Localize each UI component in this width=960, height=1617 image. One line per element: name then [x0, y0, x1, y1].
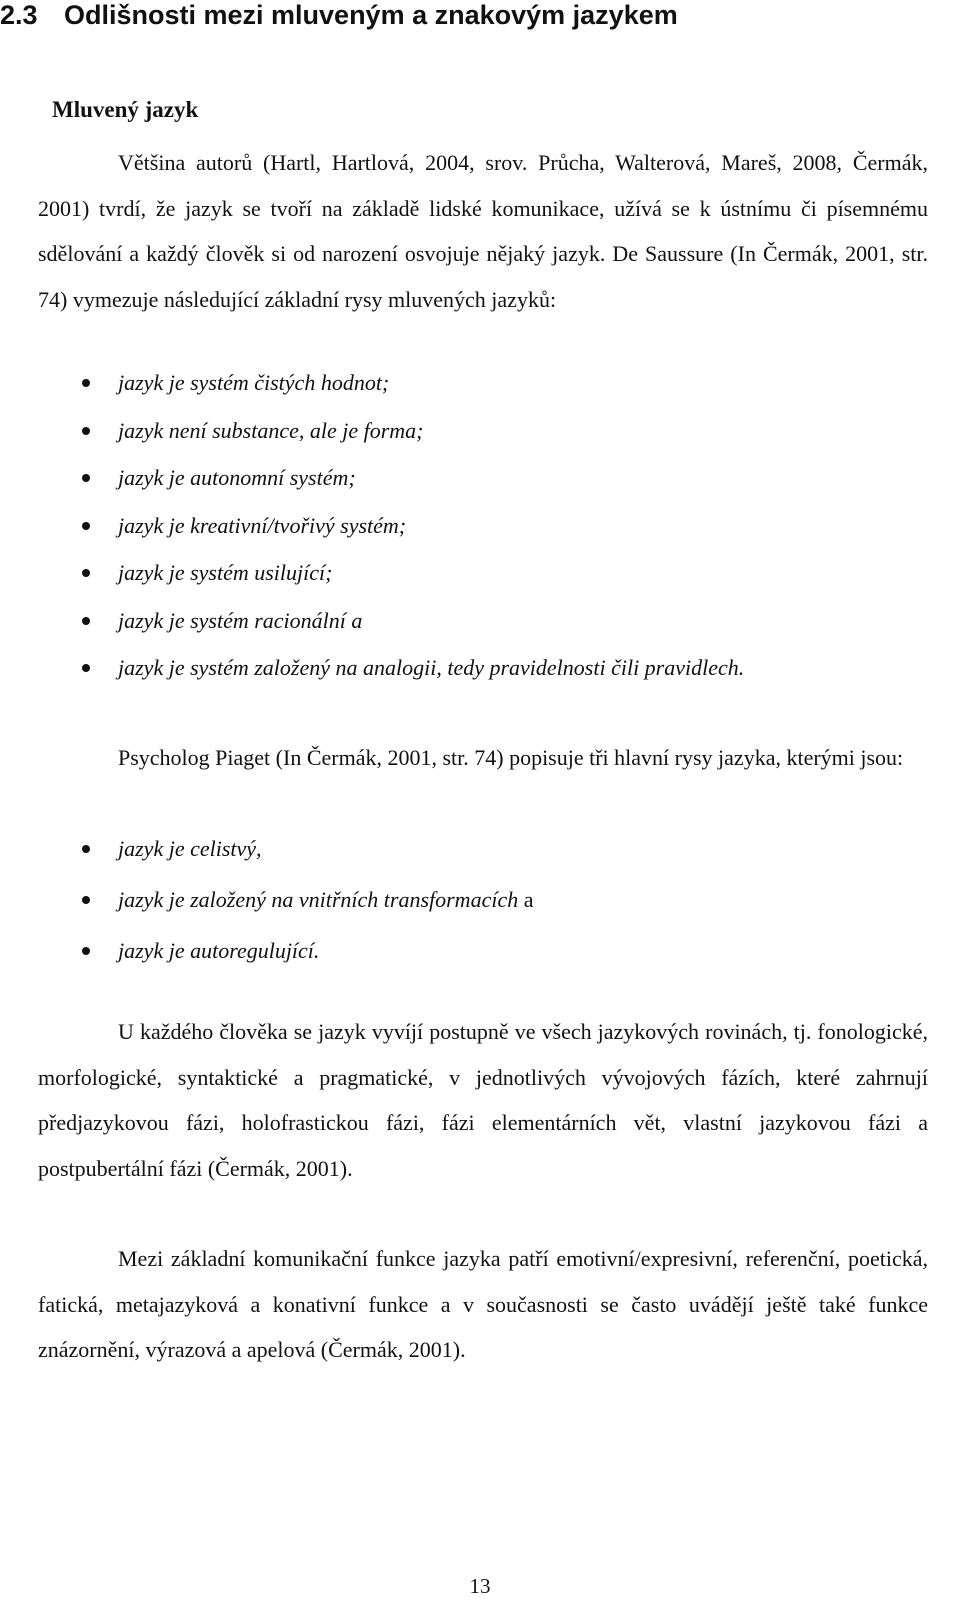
- bullet-icon: [82, 896, 90, 904]
- section-heading: [0, 0, 678, 30]
- subheading-spoken-language: Mluvený jazyk: [52, 97, 199, 122]
- list-item: jazyk je systém racionální a: [118, 606, 744, 654]
- page-number: 13: [469, 1574, 491, 1598]
- list-item: jazyk je systém čistých hodnot;: [118, 368, 744, 416]
- list-item: jazyk je autonomní systém;: [118, 463, 744, 511]
- piaget-feature-list: [118, 834, 533, 987]
- section-title: Odlišnosti mezi mluveným a znakovým jazykem: [64, 0, 678, 30]
- paragraph-development: U každého člověka se jazyk vyvíjí postupně ve všech jazykových rovinách, tj. fonologické, morfologické, syntaktické a pragmatické, v jednotlivých vývojových fázích, které zahrnují předjazykovou fázi, holofrastickou fázi, fázi elementárních vět, vlastní jazykovou fázi a postpubertální fázi (Čermák, 2001).: [38, 1019, 928, 1181]
- saussure-feature-list: [118, 368, 744, 701]
- list-item: jazyk je založený na vnitřních transformacích a: [118, 885, 533, 936]
- bullet-icon: [82, 664, 90, 672]
- bullet-icon: [82, 379, 90, 387]
- paragraph-intro: Většina autorů (Hartl, Hartlová, 2004, srov. Průcha, Walterová, Mareš, 2008, Čermák, 2001) tvrdí, že jazyk se tvoří na základě lidské komunikace, užívá se k ústnímu či písemnému sdělování a každý člověk si od narození osvojuje nějaký jazyk. De Saussure (In Čermák, 2001, str. 74) vymezuje následující základní rysy mluvených jazyků:: [38, 150, 928, 312]
- paragraph-piaget: Psycholog Piaget (In Čermák, 2001, str. 74) popisuje tři hlavní rysy jazyka, kterými jsou:: [118, 745, 904, 770]
- list-item: jazyk je kreativní/tvořivý systém;: [118, 511, 744, 559]
- list-item: jazyk je autoregulující.: [118, 936, 533, 987]
- bullet-icon: [82, 427, 90, 435]
- bullet-icon: [82, 947, 90, 955]
- section-number: 2.3: [0, 0, 38, 30]
- list-item: jazyk je celistvý,: [118, 834, 533, 885]
- bullet-icon: [82, 569, 90, 577]
- bullet-icon: [82, 474, 90, 482]
- bullet-icon: [82, 522, 90, 530]
- paragraph-functions: Mezi základní komunikační funkce jazyka patří emotivní/expresivní, referenční, poetická, fatická, metajazyková a konativní funkce a v současnosti se často uvádějí ještě také funkce znázornění, výrazová a apelová (Čermák, 2001).: [38, 1246, 928, 1362]
- list-item: jazyk je systém založený na analogii, tedy pravidelnosti čili pravidlech.: [118, 653, 744, 701]
- bullet-icon: [82, 845, 90, 853]
- list-item: jazyk není substance, ale je forma;: [118, 416, 744, 464]
- bullet-icon: [82, 617, 90, 625]
- list-item: jazyk je systém usilující;: [118, 558, 744, 606]
